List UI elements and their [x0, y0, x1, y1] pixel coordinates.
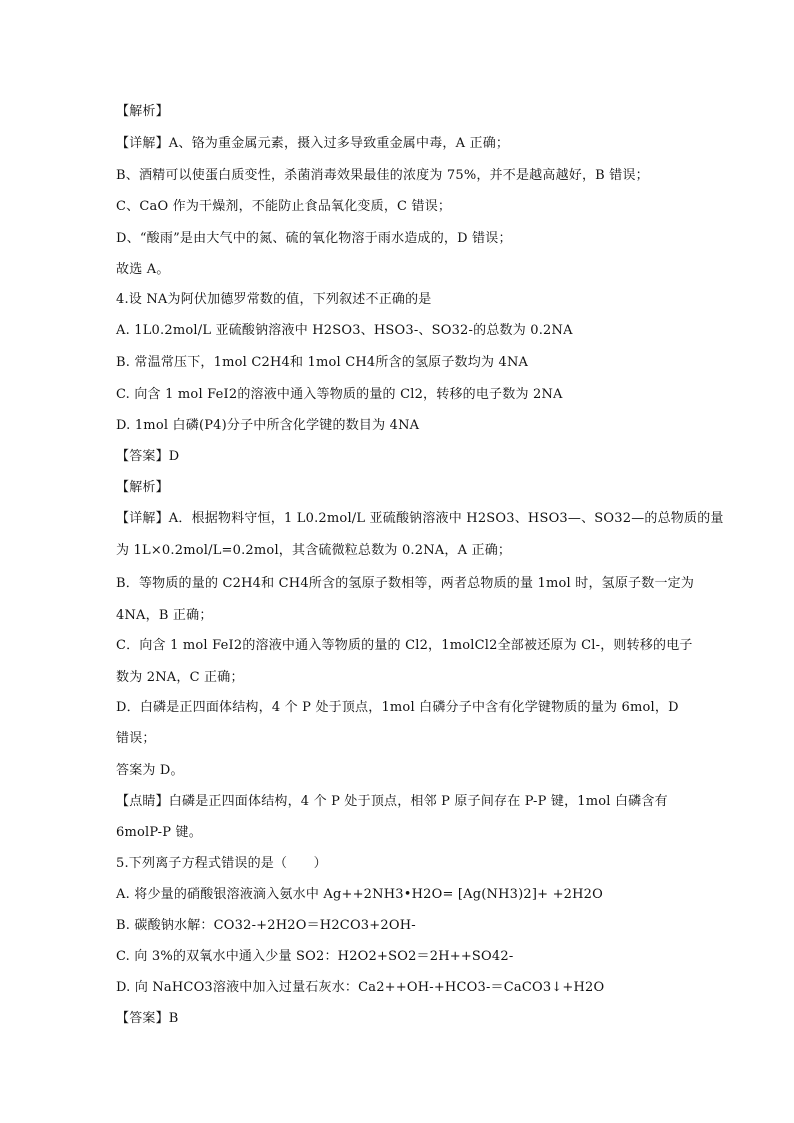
question-5-option-c: C. 向 3%的双氧水中通入少量 SO2：H2O2+SO2＝2H++SO42- — [116, 949, 514, 964]
conclusion-line: 故选 A。 — [116, 262, 170, 277]
section-heading-analysis: 【解析】 — [116, 104, 169, 119]
conclusion-line: 答案为 D。 — [116, 763, 184, 778]
question-5-stem: 5.下列离子方程式错误的是（ ） — [116, 856, 327, 871]
detail-line: B．等物质的量的 C2H4和 CH4所含的氢原子数相等，两者总物质的量 1mol 时，氢原子数一定为 — [116, 576, 695, 591]
detail-line: 4NA，B 正确； — [116, 608, 213, 623]
detail-line: 【详解】A、铬为重金属元素，摄入过多导致重金属中毒，A 正确； — [116, 136, 510, 151]
question-4-stem: 4.设 NA为阿伏加德罗常数的值，下列叙述不正确的是 — [116, 292, 432, 307]
answer-label: 【答案】B — [116, 1011, 179, 1026]
detail-line: 为 1L×0.2mol/L=0.2mol，其含硫微粒总数为 0.2NA，A 正确； — [116, 543, 512, 558]
key-point-line: 6molP-P 键。 — [116, 825, 202, 840]
detail-line: C、CaO 作为干燥剂，不能防止食品氧化变质，C 错误； — [116, 199, 452, 214]
detail-line: D．白磷是正四面体结构，4 个 P 处于顶点，1mol 白磷分子中含有化学键物质的量为 6mol，D — [116, 700, 679, 715]
question-4-option-d: D. 1mol 白磷(P4)分子中所含化学键的数目为 4NA — [116, 418, 420, 433]
question-4-option-b: B. 常温常压下，1mol C2H4和 1mol CH4所含的氢原子数均为 4NA — [116, 355, 529, 370]
detail-line: D、“酸雨”是由大气中的氮、硫的氧化物溶于雨水造成的，D 错误； — [116, 231, 512, 246]
section-heading-analysis: 【解析】 — [116, 480, 169, 495]
question-5-option-d: D. 向 NaHCO3溶液中加入过量石灰水：Ca2++OH-+HCO3-＝CaCO3↓+H2O — [116, 980, 605, 995]
question-4-option-c: C. 向含 1 mol FeI2的溶液中通入等物质的量的 Cl2，转移的电子数为 2NA — [116, 387, 563, 402]
key-point-line: 【点睛】白磷是正四面体结构，4 个 P 处于顶点，相邻 P 原子间存在 P-P 键，1mol 白磷含有 — [116, 794, 668, 809]
question-4-option-a: A. 1L0.2mol/L 亚硫酸钠溶液中 H2SO3、HSO3-、SO32-的总数为 0.2NA — [116, 323, 573, 338]
question-5-option-a: A. 将少量的硝酸银溶液滴入氨水中 Ag++2NH3•H2O= [Ag(NH3)2]+ +2H2O — [116, 887, 603, 902]
question-5-option-b: B. 碳酸钠水解：CO32-+2H2O＝H2CO3+2OH- — [116, 918, 416, 933]
detail-line: C．向含 1 mol FeI2的溶液中通入等物质的量的 Cl2，1molCl2全部被还原为 Cl-，则转移的电子 — [116, 638, 693, 653]
detail-line: 【详解】A．根据物料守恒，1 L0.2mol/L 亚硫酸钠溶液中 H2SO3、HSO3—、SO32—的总物质的量 — [116, 511, 724, 526]
detail-line: 数为 2NA，C 正确； — [116, 670, 244, 685]
detail-line: B、酒精可以使蛋白质变性，杀菌消毒效果最佳的浓度为 75%，并不是越高越好，B 错误； — [116, 168, 649, 183]
answer-label: 【答案】D — [116, 449, 180, 464]
detail-line: 错误； — [116, 731, 156, 746]
